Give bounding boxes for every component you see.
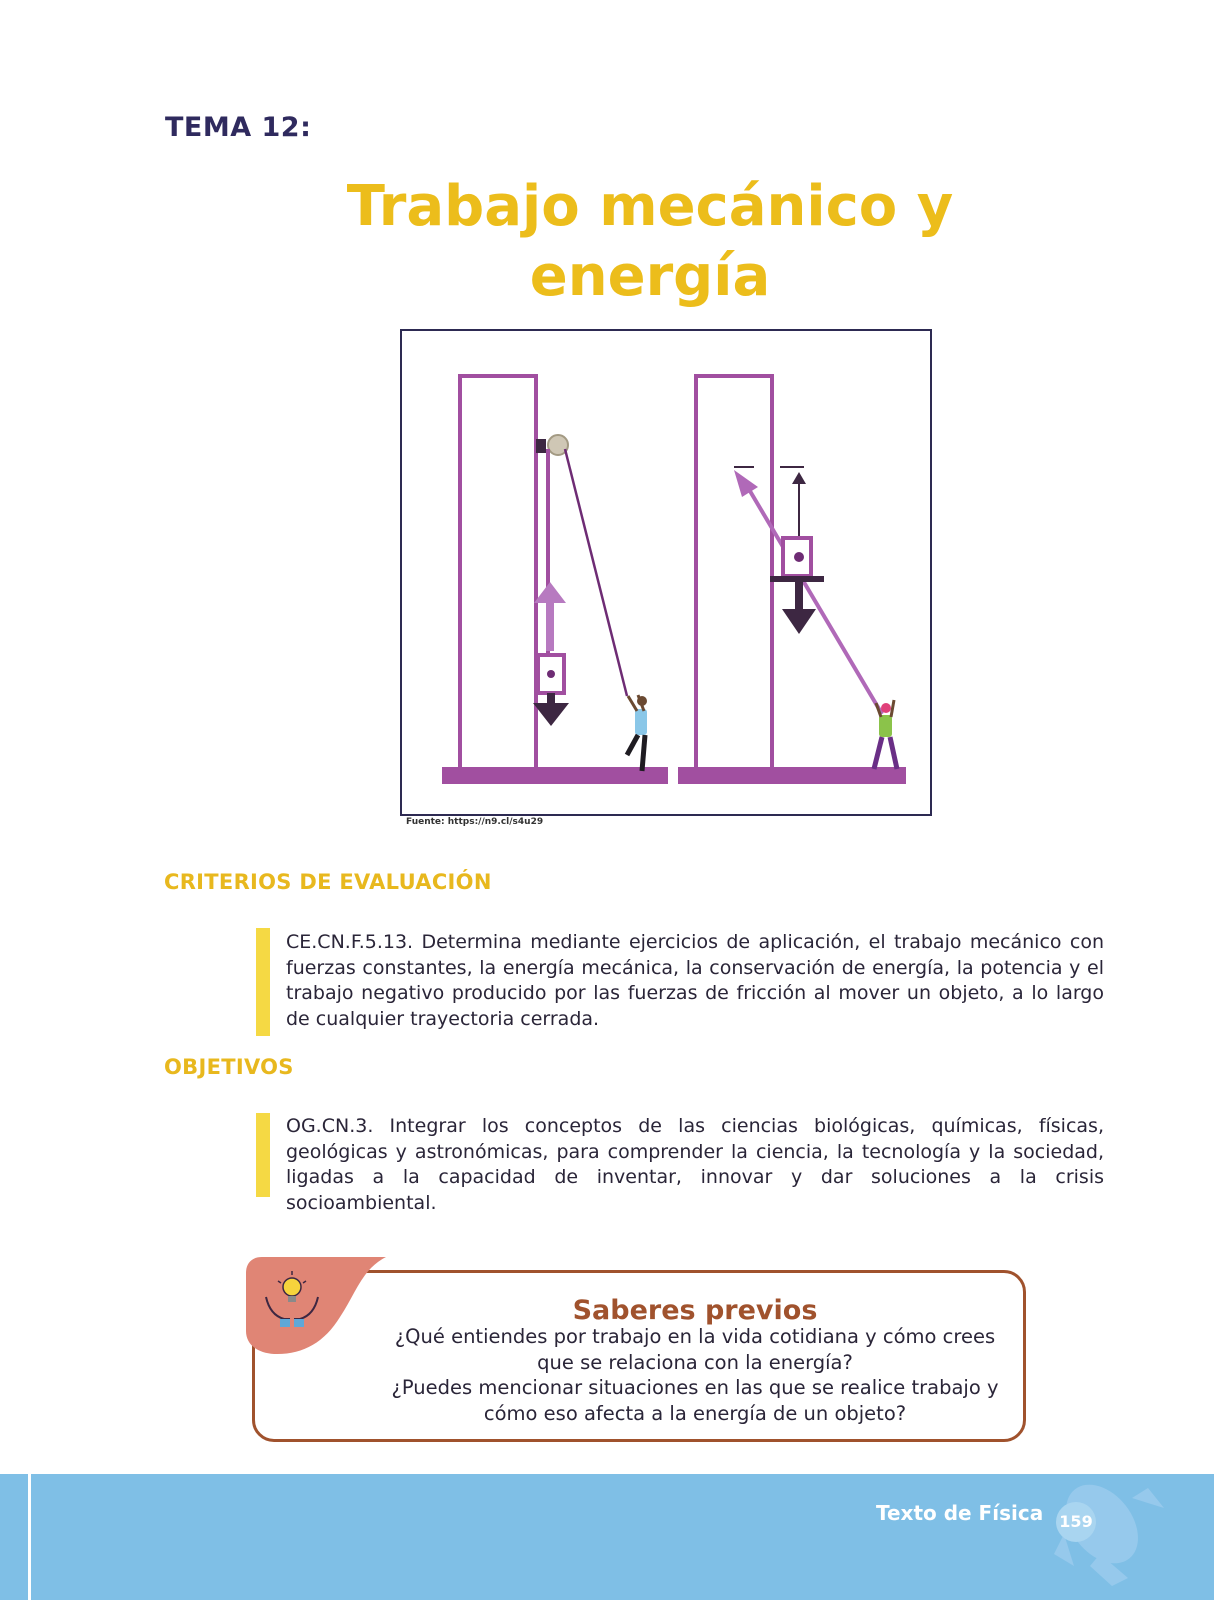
right-weight-arrow <box>782 582 816 634</box>
question-1-line-1: ¿Qué entiendes por trabajo en la vida cotidiana y cómo crees <box>394 1325 996 1348</box>
image-source: Fuente: https://n9.cl/s4u29 <box>406 817 544 827</box>
saberes-question-1 <box>380 1324 1010 1375</box>
load-platform <box>770 576 824 582</box>
left-load-dot <box>547 670 555 678</box>
question-2-line-2: cómo eso afecta a la energía de un objeto? <box>483 1401 907 1425</box>
pulley-illustration <box>400 329 932 816</box>
title-line-2: energía <box>529 244 771 309</box>
pulley-diagram <box>402 331 930 814</box>
force-up-arrow <box>534 582 566 651</box>
rope-to-person <box>565 449 627 696</box>
right-ground <box>678 767 906 784</box>
topic-number: TEMA 12: <box>165 112 312 143</box>
left-wall <box>460 376 536 771</box>
saberes-title: Saberes previos <box>572 1295 818 1326</box>
question-1-line-2: que se relaciona con la energía? <box>537 1350 853 1374</box>
right-wall <box>696 376 772 771</box>
right-load-dot <box>794 552 804 562</box>
saberes-question-2 <box>380 1375 1010 1426</box>
pulley-mount <box>536 439 546 453</box>
footer-divider <box>28 1474 31 1600</box>
objetivos-heading: OBJETIVOS <box>164 1055 294 1079</box>
displacement-arrowhead <box>792 472 806 484</box>
objetivos-text: OG.CN.3. Integrar los conceptos de las ciencias biológicas, químicas, físicas, geológicas y astronómicas, para comprender la ciencia, la tecnología y la sociedad, ligadas a la capacidad de inventar, innovar y dar soluciones a la crisis socioambiental. <box>286 1115 1104 1214</box>
pull-force-arrowhead <box>734 470 758 497</box>
question-2-line-1: ¿Puedes mencionar situaciones en las que se realice trabajo y <box>391 1376 999 1399</box>
footer-band <box>0 1474 1214 1600</box>
right-person <box>874 700 897 769</box>
left-ground <box>442 767 668 784</box>
book-title: Texto de Física <box>876 1501 1044 1525</box>
saberes-tab <box>244 1257 394 1359</box>
page-title <box>330 172 970 312</box>
left-person <box>627 695 647 771</box>
criterios-text: CE.CN.F.5.13. Determina mediante ejercicios de aplicación, el trabajo mecánico con fuerzas constantes, la energía mecánica, la conservación de energía, la potencia y el trabajo negativo producido por las fuerzas de fricción al mover un objeto, a lo largo de cualquier trayectoria cerrada. <box>286 931 1104 1030</box>
title-line-1: Trabajo mecánico y <box>346 174 954 239</box>
objetivos-accent-bar <box>256 1113 270 1197</box>
weight-down-arrow <box>533 693 569 726</box>
criterios-heading: CRITERIOS DE EVALUACIÓN <box>164 870 492 894</box>
page-number: 159 <box>1056 1502 1096 1542</box>
pull-force-line <box>747 486 882 714</box>
criterios-accent-bar <box>256 928 270 1036</box>
